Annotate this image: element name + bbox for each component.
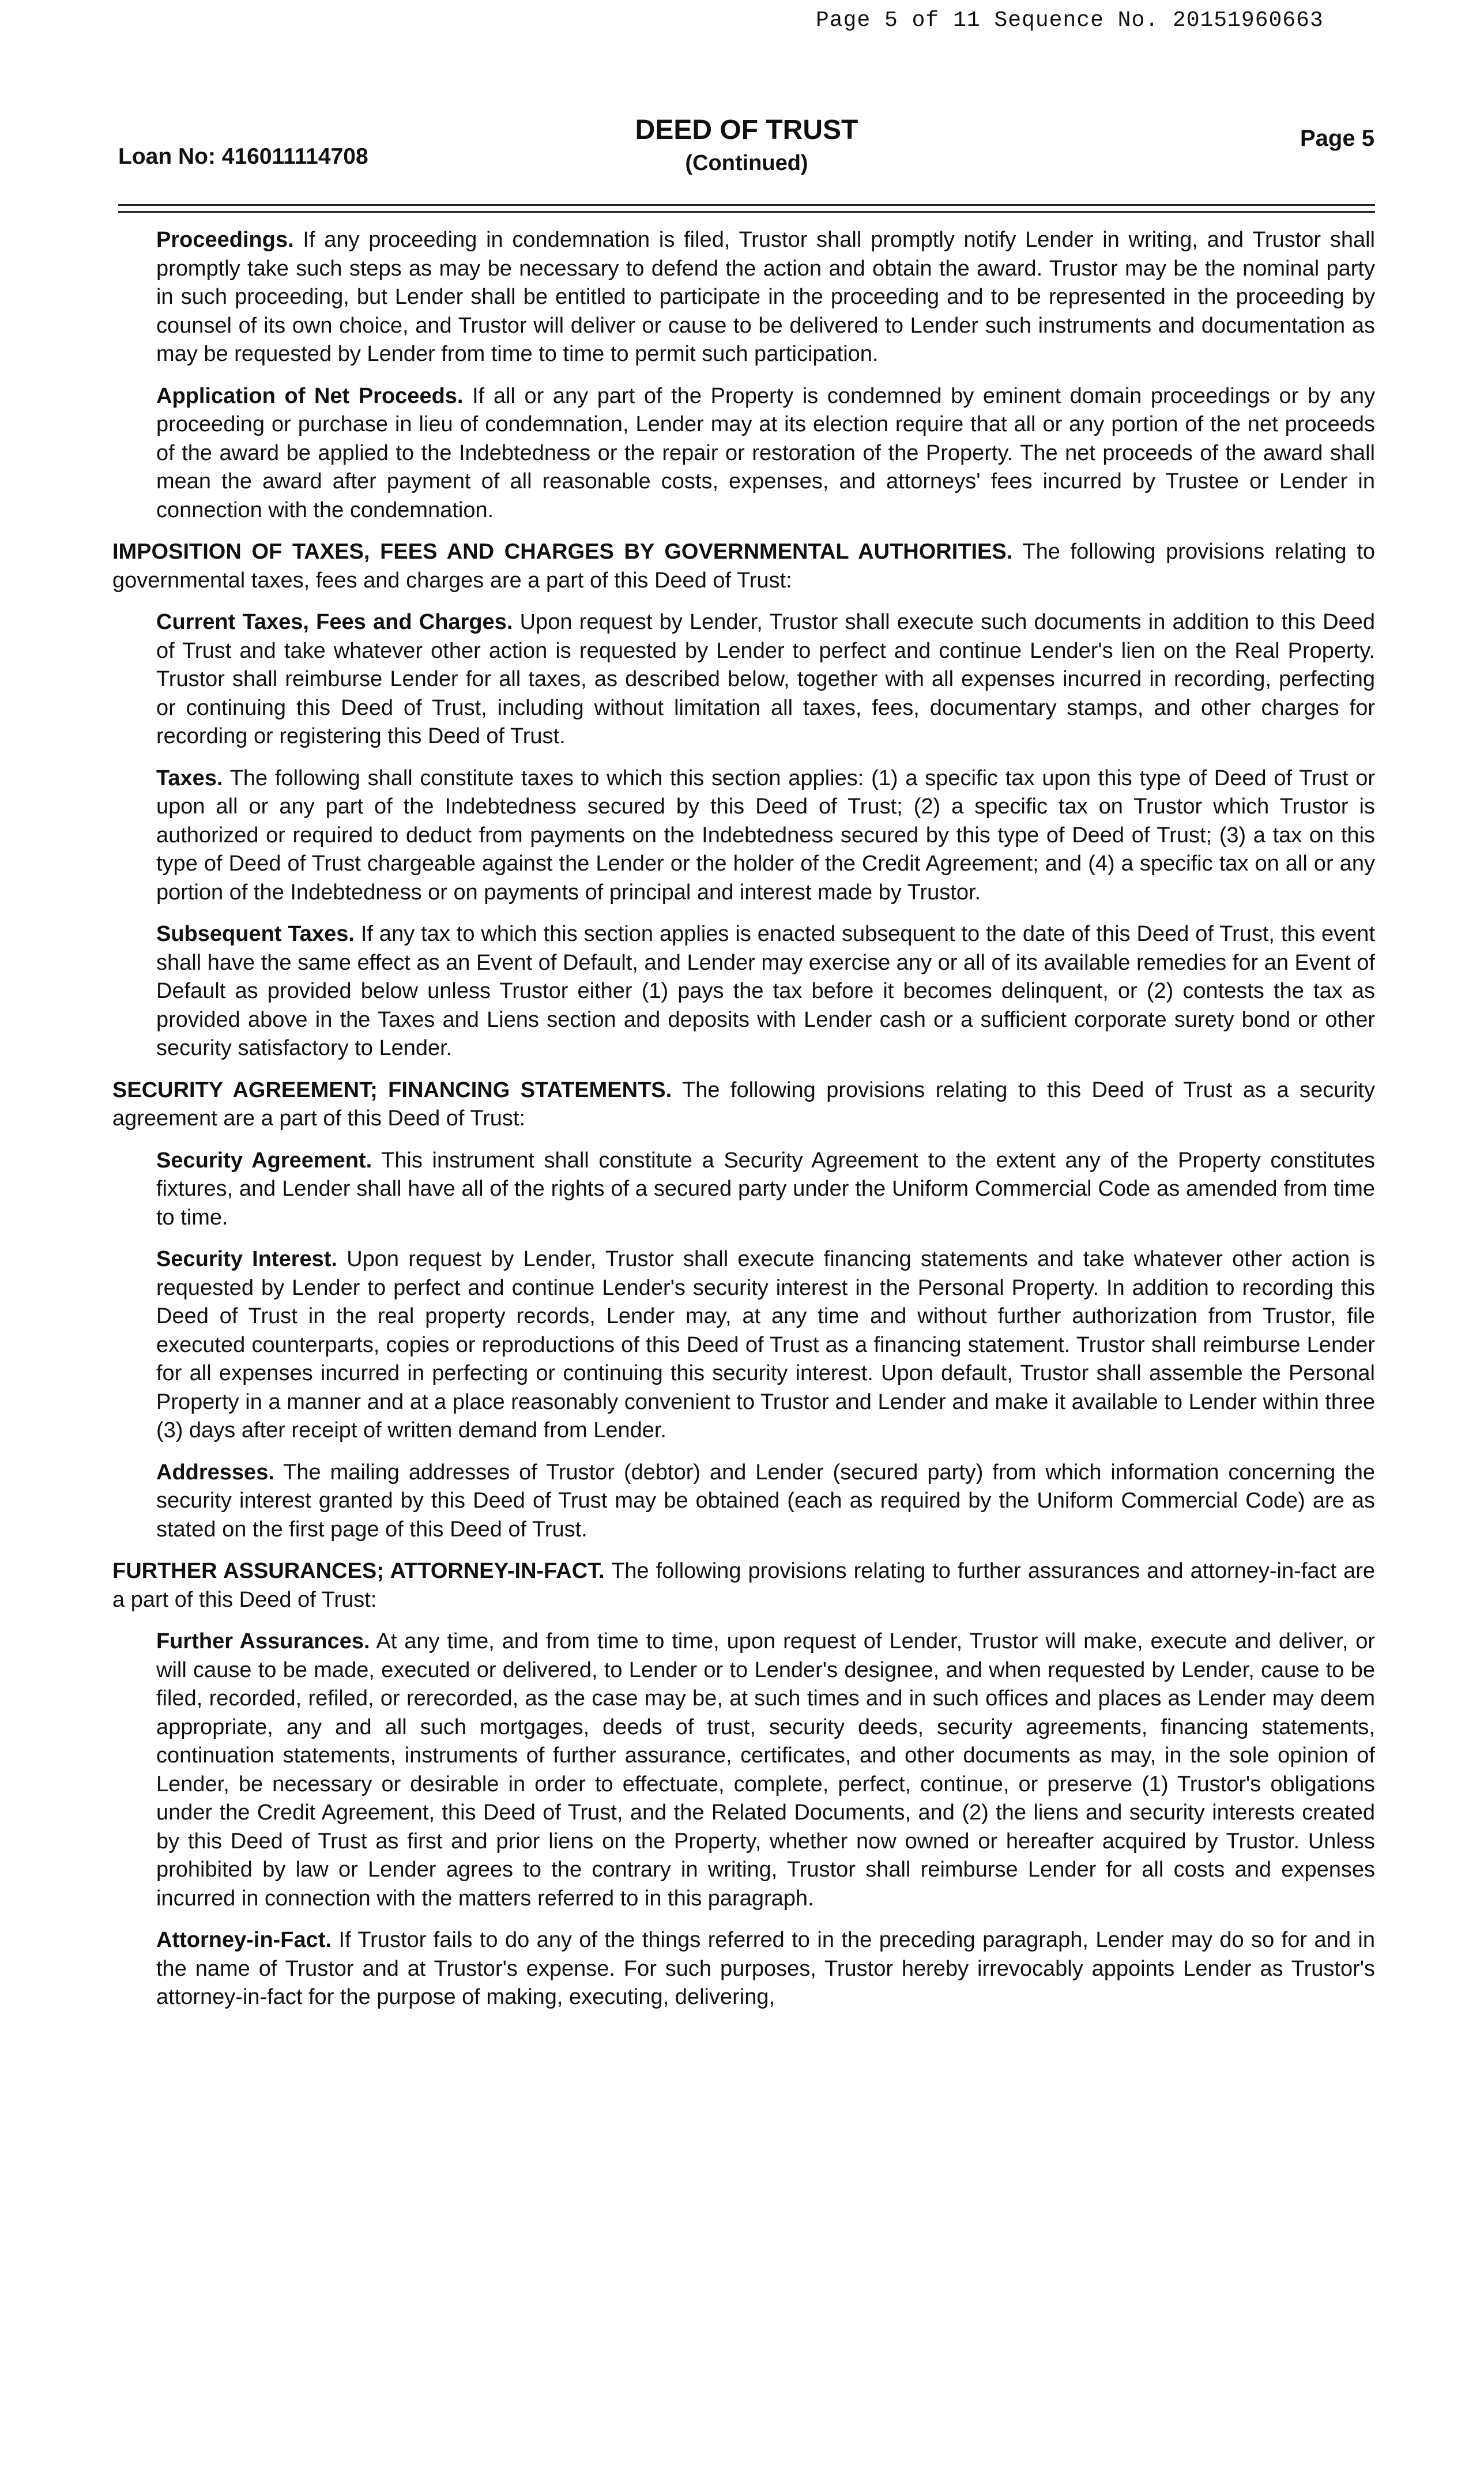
paragraph-body: Upon request by Lender, Trustor shall execute financing statements and take whatever other action is requested by Lender to perfect and continue Lender's security interest in the Personal Property. In addition to recording this Deed of Trust in the real property records, Lender may, at any time and without further authorization from Trustor, file executed counterparts, copies or reproductions of this Deed of Trust as a financing statement. Trustor shall reimburse Lender for all expenses incurred in perfecting or continuing this security interest. Upon default, Trustor shall assemble the Personal Property in a manner and at a place reasonably convenient to Trustor and Lender and make it available to Lender within three (3) days after receipt of written demand from Lender. [156, 1247, 1375, 1442]
paragraph-heading: Attorney-in-Fact. [156, 1928, 332, 1952]
paragraph-security-agreement [112, 1147, 1375, 1233]
document-subtitle: (Continued) [685, 151, 808, 175]
document-title: DEED OF TRUST [635, 115, 858, 145]
paragraph-body: Upon request by Lender, Trustor shall execute such documents in addition to this Deed of Trust and take whatever other action is requested by Lender to perfect and continue Lender's lien on the Real Property. Trustor shall reimburse Lender for all taxes, as described below, together with all expenses incurred in recording, perfecting or continuing this Deed of Trust, including without limitation all taxes, fees, documentary stamps, and other charges for recording or registering this Deed of Trust. [156, 610, 1375, 748]
loan-number: Loan No: 416011114708 [118, 144, 368, 169]
sequence-header: Page 5 of 11 Sequence No. 20151960663 [816, 8, 1324, 33]
paragraph-taxes [112, 764, 1375, 907]
section-security-agreement [112, 1076, 1375, 1133]
paragraph-heading: Application of Net Proceeds. [156, 383, 464, 408]
paragraph-body: The following shall constitute taxes to which this section applies: (1) a specific tax upon this type of Deed of Trust or upon all or any part of the Indebtedness secured by this Deed of Trust; (2) a specific tax on Trustor which Trustor is authorized or required to deduct from payments on the Indebtedness secured by this type of Deed of Trust; (3) a tax on this type of Deed of Trust chargeable against the Lender or the holder of the Credit Agreement; and (4) a specific tax on all or any portion of the Indebtedness or on payments of principal and interest made by Trustor. [156, 766, 1375, 905]
paragraph-heading: Proceedings. [156, 228, 294, 252]
paragraph-addresses [112, 1459, 1375, 1544]
section-heading: FURTHER ASSURANCES; ATTORNEY-IN-FACT. [112, 1559, 605, 1583]
header-divider [118, 204, 1375, 206]
paragraph-subsequent-taxes [112, 920, 1375, 1063]
paragraph-security-interest [112, 1245, 1375, 1445]
page-number: Page 5 [1300, 126, 1374, 151]
section-body: The following provisions relating to governmental taxes, fees and charges are a part of this Deed of Trust: [112, 540, 1376, 593]
paragraph-heading: Further Assurances. [156, 1629, 370, 1653]
paragraph-body: The mailing addresses of Trustor (debtor) and Lender (secured party) from which information concerning the security interest granted by this Deed of Trust may be obtained (each as required by the Uniform Commercial Code) are as stated on the first page of this Deed of Trust. [156, 1460, 1375, 1542]
paragraph-body: This instrument shall constitute a Security Agreement to the extent any of the Property constitutes fixtures, and Lender shall have all of the rights of a secured party under the Uniform Commercial Code as amended from time to time. [156, 1148, 1375, 1230]
section-further-assurances [112, 1557, 1375, 1614]
section-body: The following provisions relating to further assurances and attorney-in-fact are a part of this Deed of Trust: [112, 1559, 1375, 1612]
paragraph-heading: Taxes. [156, 766, 223, 790]
paragraph-attorney-in-fact [112, 1926, 1375, 2012]
section-heading: IMPOSITION OF TAXES, FEES AND CHARGES BY GOVERNMENTAL AUTHORITIES. [112, 540, 1013, 564]
document-body [112, 226, 1375, 2025]
paragraph-body: If any tax to which this section applies is enacted subsequent to the date of this Deed of Trust, this event shall have the same effect as an Event of Default, and Lender may exercise any or all of its available remedies for an Event of Default as provided below unless Trustor either (1) pays the tax before it becomes delinquent, or (2) contests the tax as provided above in the Taxes and Liens section and deposits with Lender cash or a sufficient corporate surety bond or other security satisfactory to Lender. [156, 922, 1375, 1060]
paragraph-body: If any proceeding in condemnation is filed, Trustor shall promptly notify Lender in writing, and Trustor shall promptly take such steps as may be necessary to defend the action and obtain the award. Trustor may be the nominal party in such proceeding, but Lender shall be entitled to participate in the proceeding and to be represented in the proceeding by counsel of its own choice, and Trustor will deliver or cause to be delivered to Lender such instruments and documentation as may be requested by Lender from time to time to permit such participation. [156, 228, 1375, 366]
paragraph-body: At any time, and from time to time, upon request of Lender, Trustor will make, execute and deliver, or will cause to be made, executed or delivered, to Lender or to Lender's designee, and when requested by Lender, cause to be filed, recorded, refiled, or rerecorded, as the case may be, at such times and in such offices and places as Lender may deem appropriate, any and all such mortgages, deeds of trust, security deeds, security agreements, financing statements, continuation statements, instruments of further assurance, certificates, and other documents as may, in the sole opinion of Lender, be necessary or desirable in order to effectuate, complete, perfect, continue, or preserve (1) Trustor's obligations under the Credit Agreement, this Deed of Trust, and the Related Documents, and (2) the liens and security interests created by this Deed of Trust as first and prior liens on the Property, whether now owned or hereafter acquired by Trustor. Unless prohibited by law or Lender agrees to the contrary in writing, Trustor shall reimburse Lender for all costs and expenses incurred in connection with the matters referred to in this paragraph. [156, 1629, 1375, 1911]
paragraph-further-assurances [112, 1628, 1375, 1913]
section-heading: SECURITY AGREEMENT; FINANCING STATEMENTS. [112, 1078, 672, 1102]
paragraph-current-taxes [112, 608, 1375, 751]
paragraph-heading: Current Taxes, Fees and Charges. [156, 610, 513, 634]
paragraph-heading: Subsequent Taxes. [156, 922, 355, 946]
section-imposition-of-taxes [112, 538, 1375, 595]
paragraph-body: If Trustor fails to do any of the things referred to in the preceding paragraph, Lender may do so for and in the name of Trustor and at Trustor's expense. For such purposes, Trustor hereby irrevocably appoints Lender as Trustor's attorney-in-fact for the purpose of making, executing, delivering, [156, 1928, 1375, 2009]
paragraph-heading: Addresses. [156, 1460, 274, 1485]
paragraph-body: If all or any part of the Property is condemned by eminent domain proceedings or by any proceeding or purchase in lieu of condemnation, Lender may at its election require that all or any portion of the net proceeds of the award be applied to the Indebtedness or the repair or restoration of the Property. The net proceeds of the award shall mean the award after payment of all reasonable costs, expenses, and attorneys' fees incurred by Trustee or Lender in connection with the condemnation. [156, 383, 1375, 522]
paragraph-proceedings [112, 226, 1375, 369]
paragraph-heading: Security Interest. [156, 1247, 337, 1271]
header-divider [118, 211, 1375, 213]
paragraph-heading: Security Agreement. [156, 1148, 372, 1173]
section-body: The following provisions relating to this Deed of Trust as a security agreement are a part of this Deed of Trust: [112, 1078, 1375, 1131]
paragraph-application-of-net-proceeds [112, 382, 1375, 525]
